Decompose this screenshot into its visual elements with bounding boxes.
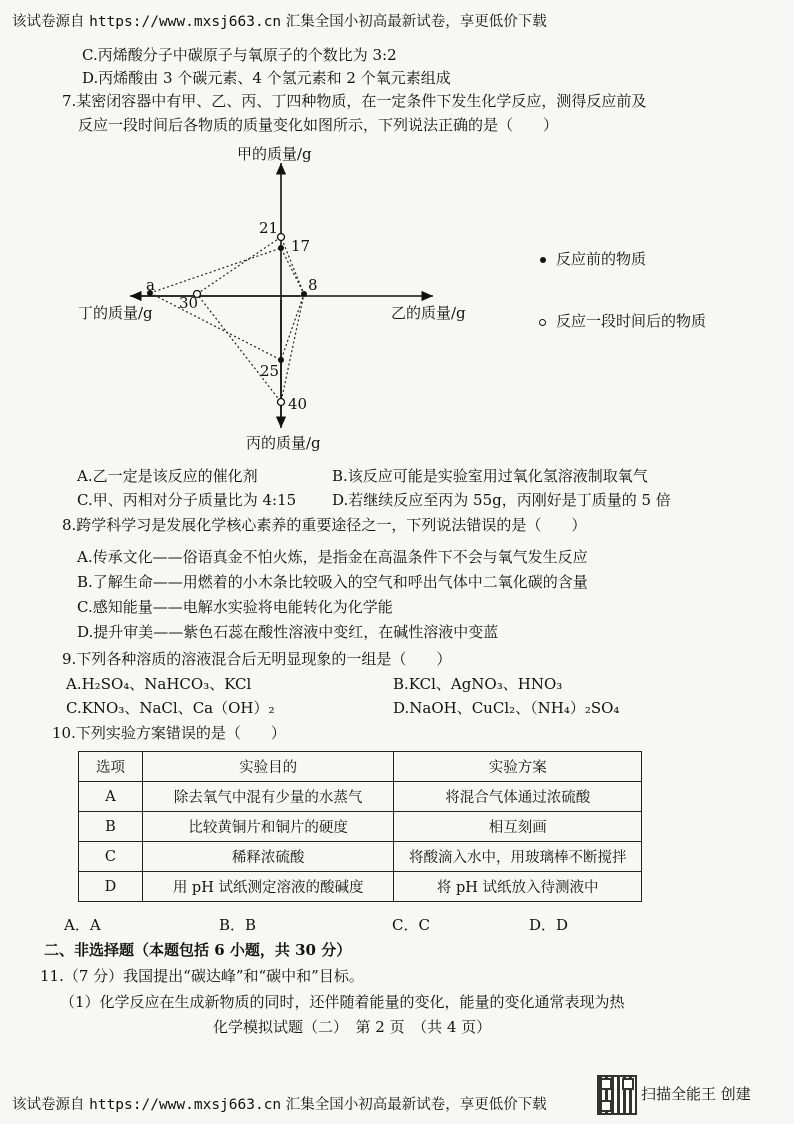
table-row bbox=[79, 812, 642, 842]
table-row bbox=[79, 872, 642, 902]
q8-option-a: A.传承文化——俗语真金不怕火炼，是指金在高温条件下不会与氧气发生反应 bbox=[77, 548, 588, 566]
q11-stem: 11.（7 分）我国提出“碳达峰”和“碳中和”目标。 bbox=[40, 967, 364, 985]
row-plan: 将混合气体通过浓硫酸 bbox=[394, 782, 642, 812]
header-suffix: 汇集全国小初高最新试卷，享更低价下载 bbox=[285, 14, 547, 30]
q10-option-a: A．A bbox=[64, 916, 101, 934]
q9-option-b: B.KCl、AgNO₃、HNO₃ bbox=[393, 675, 563, 693]
row-purpose: 用 pH 试纸测定溶液的酸碱度 bbox=[142, 872, 394, 902]
row-purpose: 比较黄铜片和铜片的硬度 bbox=[142, 812, 394, 842]
qr-corner bbox=[622, 1078, 634, 1090]
q7-mass-diagram bbox=[0, 0, 794, 470]
q10-option-d: D．D bbox=[529, 916, 569, 934]
header-prefix: 该试卷源自 bbox=[12, 14, 85, 30]
point-yi-before bbox=[301, 291, 307, 297]
axis-label-bing: 丙的质量/g bbox=[246, 434, 321, 452]
q10-option-b: B．B bbox=[219, 916, 257, 934]
qr-corner bbox=[600, 1100, 612, 1112]
row-option: A bbox=[79, 782, 143, 812]
legend-after bbox=[539, 310, 706, 331]
legend-open-circle-icon bbox=[539, 319, 546, 326]
q9-option-d: D.NaOH、CuCl₂、（NH₄）₂SO₄ bbox=[393, 699, 620, 717]
q8-option-d: D.提升审美——紫色石蕊在酸性溶液中变红，在碱性溶液中变蓝 bbox=[77, 623, 499, 641]
value-17: 17 bbox=[291, 237, 311, 255]
legend-before-label: 反应前的物质 bbox=[556, 250, 647, 268]
q9-option-c: C.KNO₃、NaCl、Ca（OH）₂ bbox=[66, 699, 275, 717]
point-jia-after bbox=[278, 234, 285, 241]
header-url[interactable]: https://www.mxsj663.cn bbox=[89, 14, 282, 30]
footer-suffix: 汇集全国小初高最新试卷，享更低价下载 bbox=[285, 1097, 547, 1113]
row-option: B bbox=[79, 812, 143, 842]
row-purpose: 除去氧气中混有少量的水蒸气 bbox=[142, 782, 394, 812]
table-header-row bbox=[79, 752, 642, 782]
row-plan: 将酸滴入水中，用玻璃棒不断搅拌 bbox=[394, 842, 642, 872]
qr-code-icon bbox=[597, 1075, 637, 1115]
header-plan: 实验方案 bbox=[394, 752, 642, 782]
value-8: 8 bbox=[308, 276, 318, 294]
q7-option-c: C.甲、丙相对分子质量比为 4:15 bbox=[77, 491, 297, 509]
row-purpose: 稀释浓硫酸 bbox=[142, 842, 394, 872]
row-option: C bbox=[79, 842, 143, 872]
table-row bbox=[79, 782, 642, 812]
header-option: 选项 bbox=[79, 752, 143, 782]
axis-label-yi: 乙的质量/g bbox=[391, 304, 466, 322]
q8-option-b: B.了解生命——用燃着的小木条比较吸入的空气和呼出气体中二氧化碳的含量 bbox=[77, 573, 588, 591]
q7-stem-line1: 7.某密闭容器中有甲、乙、丙、丁四种物质，在一定条件下发生化学反应，测得反应前及 bbox=[62, 92, 647, 110]
point-jia-before bbox=[278, 245, 284, 251]
footer-url[interactable]: https://www.mxsj663.cn bbox=[89, 1097, 282, 1113]
q10-option-c: C．C bbox=[392, 916, 430, 934]
value-40: 40 bbox=[288, 395, 308, 413]
value-25: 25 bbox=[260, 362, 280, 380]
q9-option-a: A.H₂SO₄、NaHCO₃、KCl bbox=[66, 675, 252, 693]
axis-label-ding: 丁的质量/g bbox=[78, 304, 153, 322]
q10-experiment-table bbox=[78, 751, 642, 902]
legend-filled-dot-icon bbox=[540, 257, 546, 263]
q6-option-c: C.丙烯酸分子中碳原子与氧原子的个数比为 3:2 bbox=[82, 46, 397, 64]
q11-part1: （1）化学反应在生成新物质的同时，还伴随着能量的变化，能量的变化通常表现为热 bbox=[60, 993, 625, 1011]
q9-stem: 9.下列各种溶质的溶液混合后无明显现象的一组是（ ） bbox=[62, 650, 452, 668]
value-a: a bbox=[146, 276, 155, 294]
footer-prefix: 该试卷源自 bbox=[12, 1097, 85, 1113]
qr-corner bbox=[600, 1078, 612, 1090]
header-purpose: 实验目的 bbox=[142, 752, 394, 782]
row-plan: 相互刻画 bbox=[394, 812, 642, 842]
legend-before bbox=[540, 248, 646, 269]
q6-option-d: D.丙烯酸由 3 个碳元素、4 个氢元素和 2 个氧元素组成 bbox=[82, 69, 451, 87]
row-plan: 将 pH 试纸放入待测液中 bbox=[394, 872, 642, 902]
legend-after-label: 反应一段时间后的物质 bbox=[556, 312, 707, 330]
value-21: 21 bbox=[259, 219, 279, 237]
q10-stem: 10.下列实验方案错误的是（ ） bbox=[52, 724, 286, 742]
q8-stem: 8.跨学科学习是发展化学核心素养的重要途径之一，下列说法错误的是（ ） bbox=[62, 516, 587, 534]
q7-option-a: A.乙一定是该反应的催化剂 bbox=[77, 467, 258, 485]
value-30: 30 bbox=[179, 294, 199, 312]
q8-option-c: C.感知能量——电解水实验将电能转化为化学能 bbox=[77, 598, 393, 616]
q7-option-d: D.若继续反应至丙为 55g，丙刚好是丁质量的 5 倍 bbox=[332, 491, 671, 509]
scanner-watermark: 扫描全能王 创建 bbox=[641, 1085, 751, 1103]
row-option: D bbox=[79, 872, 143, 902]
footer-source bbox=[12, 1093, 547, 1114]
q7-stem-line2: 反应一段时间后各物质的质量变化如图所示，下列说法正确的是（ ） bbox=[78, 116, 559, 134]
axis-label-jia: 甲的质量/g bbox=[237, 145, 312, 163]
q7-option-b: B.该反应可能是实验室用过氧化氢溶液制取氧气 bbox=[332, 467, 648, 485]
section-title: 二、非选择题（本题包括 6 小题，共 30 分） bbox=[44, 941, 352, 959]
point-bing-after bbox=[278, 399, 285, 406]
page-footer: 化学模拟试题（二） 第 2 页 （共 4 页） bbox=[213, 1018, 492, 1036]
table-row bbox=[79, 842, 642, 872]
